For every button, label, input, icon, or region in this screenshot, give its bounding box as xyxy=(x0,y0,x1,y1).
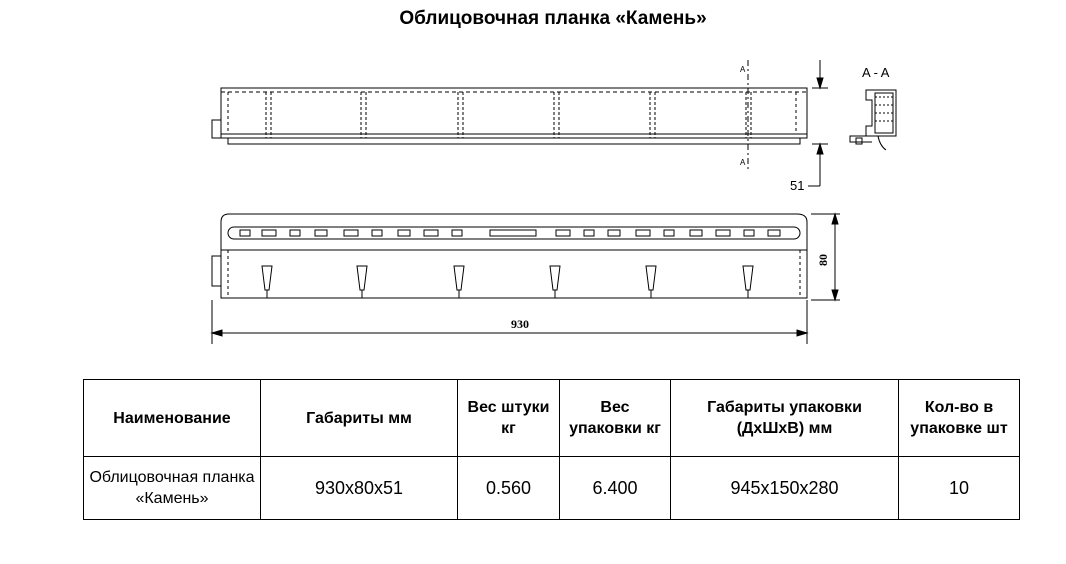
cell-qty: 10 xyxy=(899,457,1020,520)
header-unit-weight: Вес штуки кг xyxy=(458,380,560,457)
section-label: A - A xyxy=(862,65,890,80)
dim-height-label: 51 xyxy=(790,178,805,193)
cell-package-dimensions: 945x150x280 xyxy=(671,457,899,520)
section-a-a xyxy=(850,90,896,150)
table-header-row xyxy=(84,380,1020,457)
cell-name: Облицовочная планка «Камень» xyxy=(84,457,261,520)
dim-depth-label: 80 xyxy=(816,254,830,266)
header-package-weight: Вес упаковки кг xyxy=(560,380,671,457)
cut-mark-bottom: A xyxy=(740,158,746,167)
header-qty: Кол-во в упаковке шт xyxy=(899,380,1020,457)
spec-table xyxy=(83,379,1020,520)
cut-mark-top: A xyxy=(740,65,746,74)
table-row xyxy=(84,457,1020,520)
side-view xyxy=(212,60,828,186)
header-dimensions: Габариты мм xyxy=(261,380,458,457)
cell-package-weight: 6.400 xyxy=(560,457,671,520)
dim-length-label: 930 xyxy=(511,317,529,331)
header-package-dimensions: Габариты упаковки (ДхШхВ) мм xyxy=(671,380,899,457)
page-title: Облицовочная планка «Камень» xyxy=(399,8,707,29)
header-name: Наименование xyxy=(84,380,261,457)
cell-dimensions: 930x80x51 xyxy=(261,457,458,520)
cell-unit-weight: 0.560 xyxy=(458,457,560,520)
